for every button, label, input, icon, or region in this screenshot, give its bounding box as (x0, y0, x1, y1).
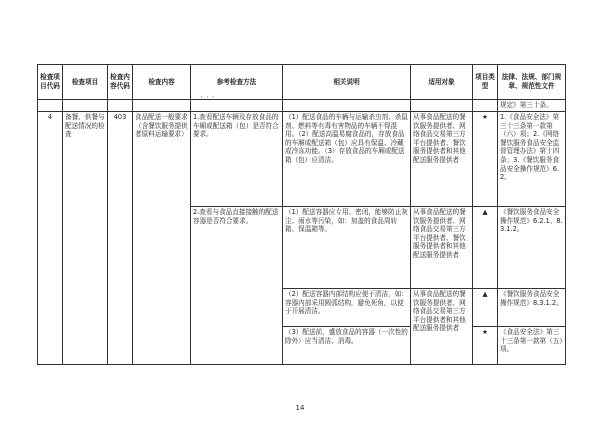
item-code-cell: 4 (38, 112, 63, 365)
target-cell: 从事食品配送的餐饮服务提供者、网络食品交易第三方平台提供者和其他配送服务提供者 (411, 289, 473, 365)
content-cell: 食品配送一般要求（含餐饮服务提供者原料运输要求） (133, 112, 191, 365)
header-target: 适用对象 (411, 65, 473, 100)
laws-cell: 1.《食品安全法》第三十三条第一款第（六）项；2.《网络餐饮服务食品安全监督管理办法》第十四条；3.《餐饮服务食品安全操作规范》6.2。 (498, 112, 566, 207)
type-cell: ★ (473, 112, 498, 207)
header-content: 检查内容 (133, 65, 191, 100)
laws-cell: 《食品安全法》第三十三条第一款第（五）项。 (498, 327, 566, 365)
laws-cell: 《餐饮服务食品安全操作规范》8.3.1.2。 (498, 289, 566, 327)
header-type: 项目类型 (473, 65, 498, 100)
inspection-table (37, 64, 566, 365)
desc-cell: （1）配送食品的车辆与运输杀虫剂、杀鼠剂、燃料等有毒有害物品的车辆不得混用。（2）配送高温易腐食品的，存放食品的车厢或配送箱（包）应具有保温、冷藏或冷冻功能。（3）存放食品的车厢或配送箱（包）应清洁。 (283, 112, 411, 207)
header-desc: 相关说明 (283, 65, 411, 100)
desc-cell: （2）配送容器内部结构应便于清洁，如：容器内部采用圆弧结构，避免死角，以便于开展清洁。 (283, 289, 411, 327)
header-row (38, 65, 566, 100)
desc-cell: （3）配送前，盛放食品的容器（一次性的除外）应当清洁、消毒。 (283, 327, 411, 365)
continued-laws-cell: 规定》第三十条。 (498, 100, 566, 112)
content-code-cell: 403 (108, 112, 133, 365)
type-cell: ★ (473, 327, 498, 365)
method-cell: 1.查看配送车辆及存放食品的车厢或配送箱（包）是否符合要求。 (191, 112, 283, 207)
header-item-code: 检查项目代码 (38, 65, 63, 100)
header-item: 检查项目 (63, 65, 108, 100)
laws-cell: 《餐饮服务食品安全操作规范》6.2.1、8.3.1.2。 (498, 207, 566, 289)
header-laws: 法律、法规、部门规章、规范性文件 (498, 65, 566, 100)
item-cell: 备餐、供餐与配送情况的检查 (63, 112, 108, 365)
continued-marker: · · · (200, 93, 215, 103)
table-row (38, 112, 566, 207)
header-content-code: 检查内容代码 (108, 65, 133, 100)
target-cell: 从事食品配送的餐饮服务提供者、网络食品交易第三方平台提供者、餐饮服务提供者和其他配送服务提供者 (411, 112, 473, 207)
type-cell: ▲ (473, 207, 498, 289)
target-cell: 从事食品配送的餐饮服务提供者、网络食品交易第三方平台提供者、餐饮服务提供者和其他配送服务提供者 (411, 207, 473, 289)
type-cell: ▲ (473, 289, 498, 327)
desc-cell: （1）配送容器应专用、密闭，能够防止灰尘、雨水等污染，如：加盖的食品周转箱、保温箱等。 (283, 207, 411, 289)
method-cell: 2.查看与食品直接接触的配送容器是否符合要求。 (191, 207, 283, 365)
table-row-continued (38, 100, 566, 112)
header-method: 参考检查方法 (191, 65, 283, 100)
page-number: 14 (295, 404, 305, 412)
